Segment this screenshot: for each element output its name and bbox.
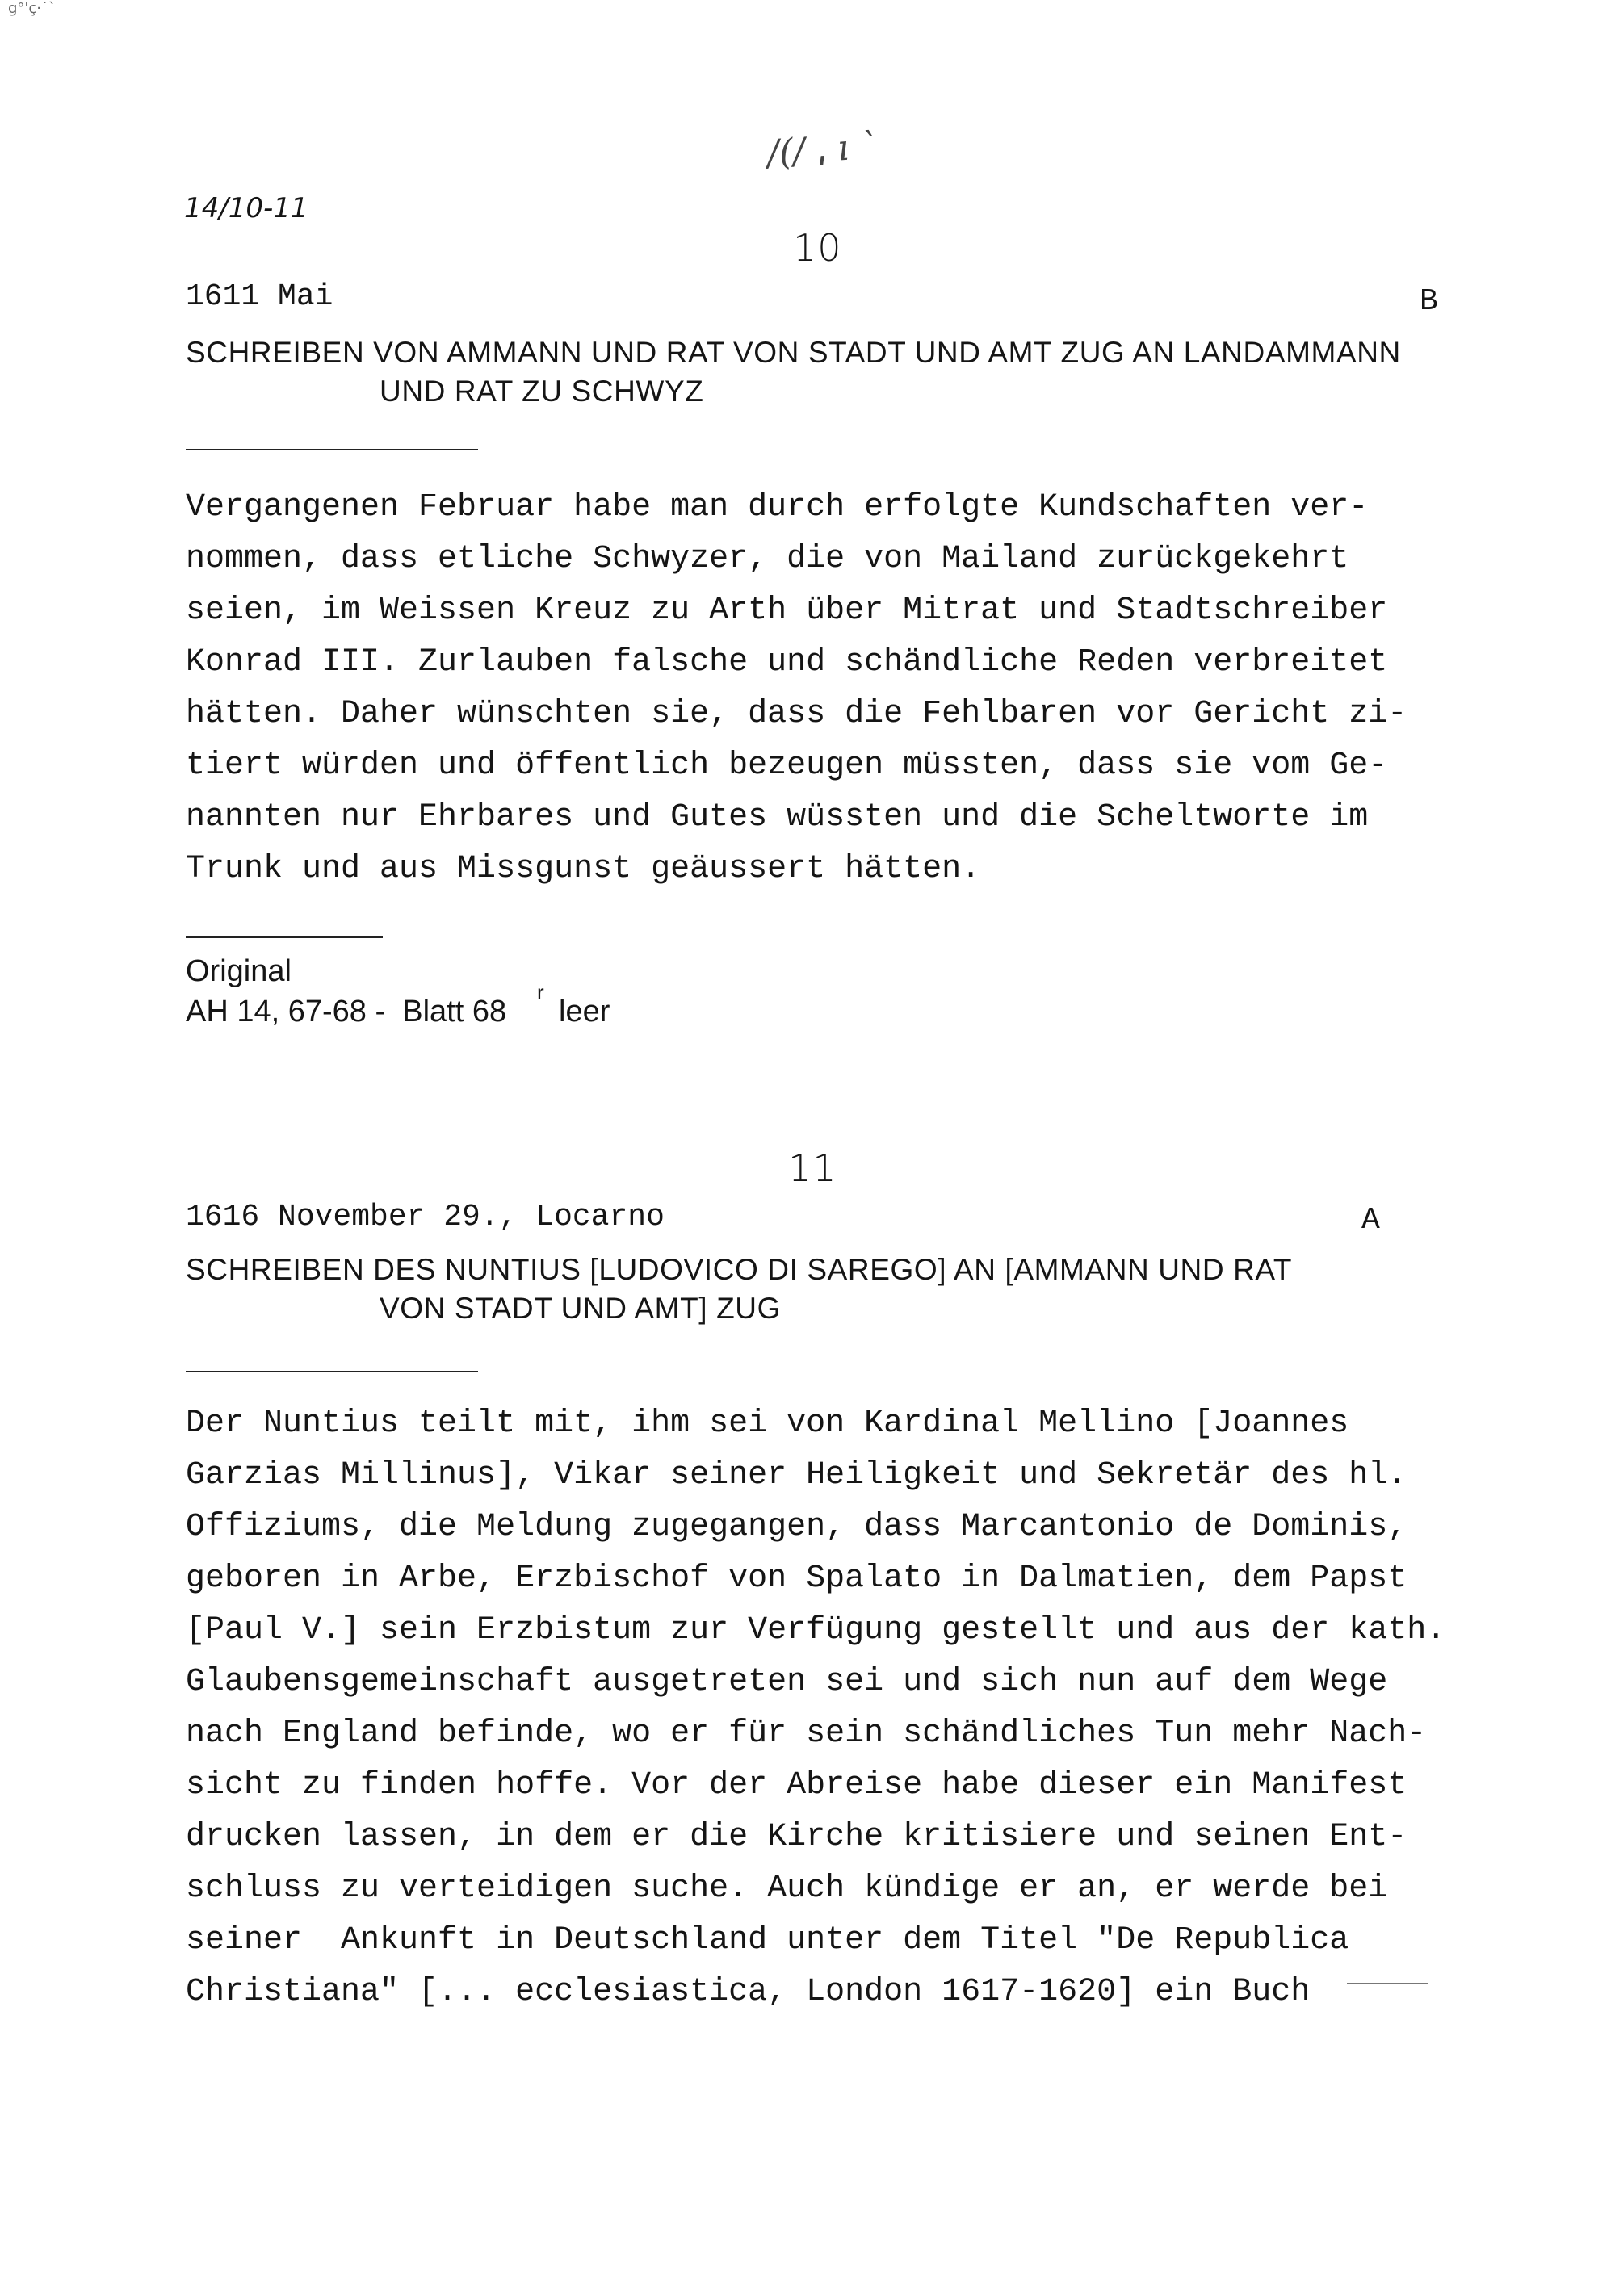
doc10-line-8: Trunk und aus Missgunst geäussert hätten. (186, 851, 981, 887)
continuation-dash (1347, 1983, 1428, 1984)
doc11-line-4: geboren in Arbe, Erzbischof von Spalato in Dalmatien, dem Papst (186, 1561, 1407, 1597)
doc10-heading-line1: SCHREIBEN VON AMMANN UND RAT VON STADT UND AMT ZUG AN LANDAMMANN (186, 336, 1401, 369)
doc10-date: 1611 Mai (186, 279, 333, 314)
doc10-line-6: tiert würden und öffentlich bezeugen müssten, dass sie vom Ge- (186, 748, 1388, 784)
doc11-line-1: Der Nuntius teilt mit, ihm sei von Kardinal Mellino [Joannes (186, 1406, 1349, 1442)
doc10-line-7: nannten nur Ehrbares und Gutes wüssten und die Scheltworte im (186, 799, 1369, 836)
doc10-line-3: seien, im Weissen Kreuz zu Arth über Mitrat und Stadtschreiber (186, 593, 1388, 629)
doc10-line-5: hätten. Daher wünschten sie, dass die Fehlbaren vor Gericht zi- (186, 696, 1407, 732)
doc11-line-5: [Paul V.] sein Erzbistum zur Verfügung gestellt und aus der kath. (186, 1612, 1446, 1649)
doc11-line-3: Offiziums, die Meldung zugegangen, dass Marcantonio de Dominis, (186, 1509, 1407, 1545)
doc10-code: B (1420, 284, 1438, 319)
doc11-code: A (1361, 1203, 1380, 1238)
doc10-line-4: Konrad III. Zurlauben falsche und schändliche Reden verbreitet (186, 644, 1388, 681)
doc11-heading-line2: VON STADT UND AMT] ZUG (380, 1292, 781, 1325)
doc11-number: 11 (788, 1146, 837, 1190)
doc10-heading-line2: UND RAT ZU SCHWYZ (380, 375, 704, 408)
doc11-date: 1616 November 29., Locarno (186, 1200, 665, 1234)
doc10-number: 10 (793, 226, 842, 270)
doc11-line-8: sicht zu finden hoffe. Vor der Abreise habe dieser ein Manifest (186, 1767, 1407, 1804)
doc10-abstract (186, 482, 1445, 895)
doc10-source-tail: leer (559, 995, 610, 1029)
doc11-line-12: Christiana" [... ecclesiastica, London 1617-1620] ein Buch (186, 1974, 1311, 2010)
doc10-source-label: Original (186, 954, 292, 988)
doc11-heading-rule (186, 1371, 478, 1372)
doc11-line-2: Garzias Millinus], Vikar seiner Heiligkeit und Sekretär des hl. (186, 1457, 1407, 1494)
doc10-heading-rule (186, 449, 478, 450)
doc10-source-sup: r (537, 980, 544, 1004)
doc11-line-6: Glaubensgemeinschaft ausgetreten sei und sich nun auf dem Wege (186, 1664, 1388, 1700)
doc10-line-1: Vergangenen Februar habe man durch erfolgte Kundschaften ver- (186, 489, 1369, 526)
archive-reference: 14/10-11 (184, 192, 308, 224)
top-left-mark: g°'ç·˙` (8, 0, 56, 17)
doc10-source-ref: AH 14, 67-68 - Blatt 68 (186, 995, 507, 1029)
doc11-line-10: schluss zu verteidigen suche. Auch kündige er an, er werde bei (186, 1871, 1388, 1907)
doc10-source-rule (186, 936, 383, 938)
doc11-line-11: seiner Ankunft in Deutschland unter dem Titel "De Republica (186, 1922, 1349, 1959)
doc10-line-2: nommen, dass etliche Schwyzer, die von Mailand zurückgekehrt (186, 541, 1349, 577)
doc11-line-9: drucken lassen, in dem er die Kirche kritisiere und seinen Ent- (186, 1819, 1407, 1855)
doc11-abstract (186, 1398, 1445, 2018)
doc11-line-7: nach England befinde, wo er für sein schändliches Tun mehr Nach- (186, 1716, 1427, 1752)
pencil-annotation: /(/ ˌ ı ` (766, 125, 879, 174)
doc11-heading-line1: SCHREIBEN DES NUNTIUS [LUDOVICO DI SAREGO] AN [AMMANN UND RAT (186, 1253, 1293, 1286)
